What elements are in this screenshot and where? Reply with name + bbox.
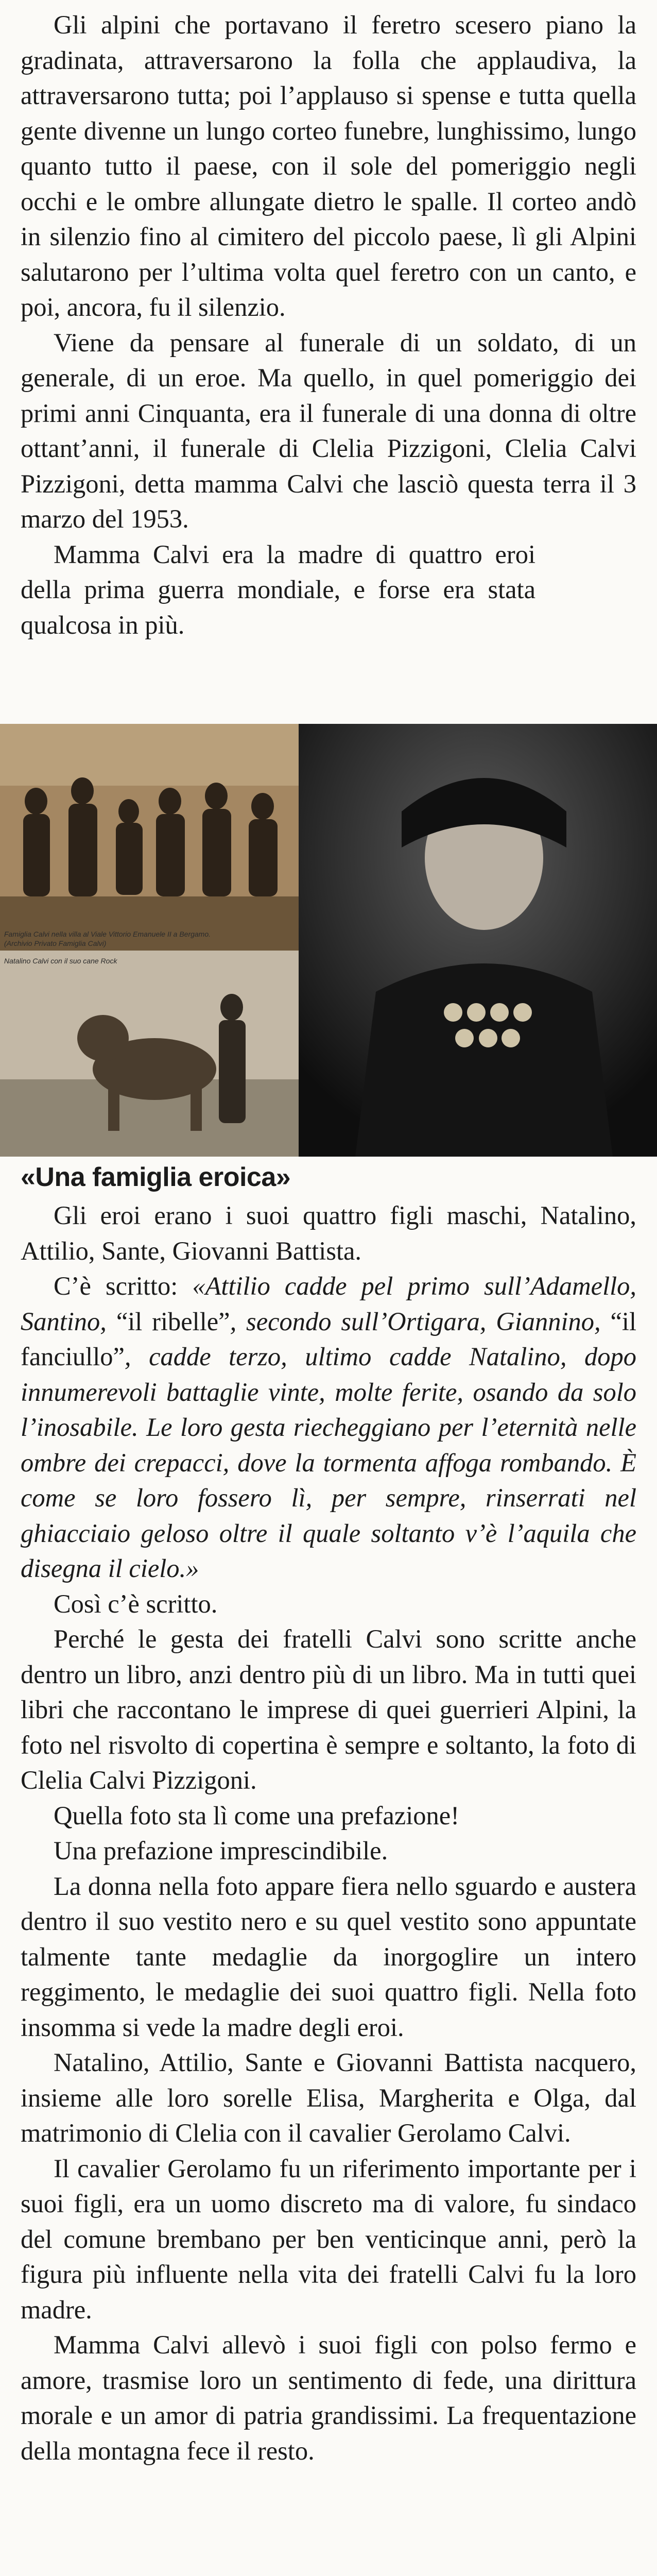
paragraph: C’è scritto: «Attilio cadde pel primo sull’Adamello, Santino, “il ribelle”, secondo sull’Ortigara, Giannino, “il fanciullo”, cadde terzo, ultimo cadde Natalino, dopo innumerevoli battaglie vinte, molte ferite, osando da solo l’inosabile. Le loro gesta riecheggiano per l’eternità nelle ombre dei crepacci, dove la tormenta affoga rombando. È come se loro fossero lì, per sempre, rinserrati nel ghiacciaio geloso oltre il quale soltanto v’è l’aquila che disegna il cielo.» xyxy=(21,1272,637,1583)
section-famiglia-text xyxy=(21,1198,636,2468)
dog-photo xyxy=(0,951,306,1157)
paragraph: Così c’è scritto. xyxy=(54,1589,218,1618)
family-photo-caption-archive: (Archivio Privato Famiglia Calvi) xyxy=(4,939,107,947)
paragraph: Una prefazione imprescindibile. xyxy=(54,1836,388,1865)
paragraph: La donna nella foto appare fiera nello sguardo e austera dentro il suo vestito nero e su quel vestito sono appuntate talmente tante medaglie da inorgoglire un intero reggimento, le medaglie dei suoi quattro figli. Nella foto insomma si vede la madre degli eroi. xyxy=(21,1871,636,2042)
intro-text xyxy=(21,7,636,642)
paragraph: Gli alpini che portavano il feretro scesero piano la gradinata, attraversarono la folla che applaudiva, la attraversarono tutta; poi l’applauso si spense e tutta quella gente divenne un lungo corteo funebre, lunghissimo, lungo quanto tutto il paese, con il sole del pomeriggio negli occhi e le ombre allungate dietro le spalle. Il corteo andò in silenzio fino al cimitero del piccolo paese, lì gli Alpini salutarono per l’ultima volta quel feretro con un canto, e poi, ancora, fu il silenzio. xyxy=(21,10,636,321)
family-photo xyxy=(0,724,306,951)
paragraph: Natalino, Attilio, Sante e Giovanni Battista nacquero, insieme alle loro sorelle Elisa, Margherita e Olga, dal matrimonio di Clelia con il cavalier Gerolamo Calvi. xyxy=(21,2048,636,2147)
family-photo-illustration xyxy=(0,724,306,951)
paragraph: Mamma Calvi allevò i suoi figli con polso fermo e amore, trasmise loro un sentimento di fede, una dirittura morale e un amor di patria grandissimi. La frequentazione della montagna fece il resto. xyxy=(21,2330,636,2465)
family-photo-caption: Famiglia Calvi nella villa al Viale Vittorio Emanuele II a Bergamo. xyxy=(4,930,211,938)
portrait-illustration xyxy=(299,724,657,1157)
paragraph: Gli eroi erano i suoi quattro figli maschi, Natalino, Attilio, Sante, Giovanni Battista. xyxy=(21,1201,636,1265)
paragraph: Quella foto sta lì come una prefazione! xyxy=(54,1801,460,1830)
paragraph: Viene da pensare al funerale di un soldato, di un generale, di un eroe. Ma quello, in quel pomeriggio dei primi anni Cinquanta, era il funerale di una donna di oltre ottant’anni, il funerale di Clelia Pizzigoni, Clelia Calvi Pizzigoni, detta mamma Calvi che lasciò questa terra il 3 marzo del 1953. xyxy=(21,328,636,533)
section-famiglia xyxy=(21,1157,636,2468)
portrait-photo-clelia xyxy=(299,724,657,1157)
paragraph: Il cavalier Gerolamo fu un riferimento importante per i suoi figli, era un uomo discreto ma di valore, fu sindaco del comune brembano per ben venticinque anni, però la figura più influente nella vita dei fratelli Calvi fu la loro madre. xyxy=(21,2154,636,2324)
section-heading: «Una famiglia eroica» xyxy=(21,1162,291,1192)
dog-photo-illustration xyxy=(0,951,306,1157)
paragraph: Perché le gesta dei fratelli Calvi sono scritte anche dentro un libro, anzi dentro più di un libro. Ma in tutti quei libri che raccontano le imprese di quei guerrieri Alpini, la foto nel risvolto di copertina è sempre e soltanto, la foto di Clelia Calvi Pizzigoni. xyxy=(21,1624,636,1794)
dog-photo-caption: Natalino Calvi con il suo cane Rock xyxy=(4,957,117,965)
paragraph: Mamma Calvi era la madre di quattro eroi della prima guerra mondiale, e forse era stata qualcosa in più. xyxy=(21,539,535,639)
